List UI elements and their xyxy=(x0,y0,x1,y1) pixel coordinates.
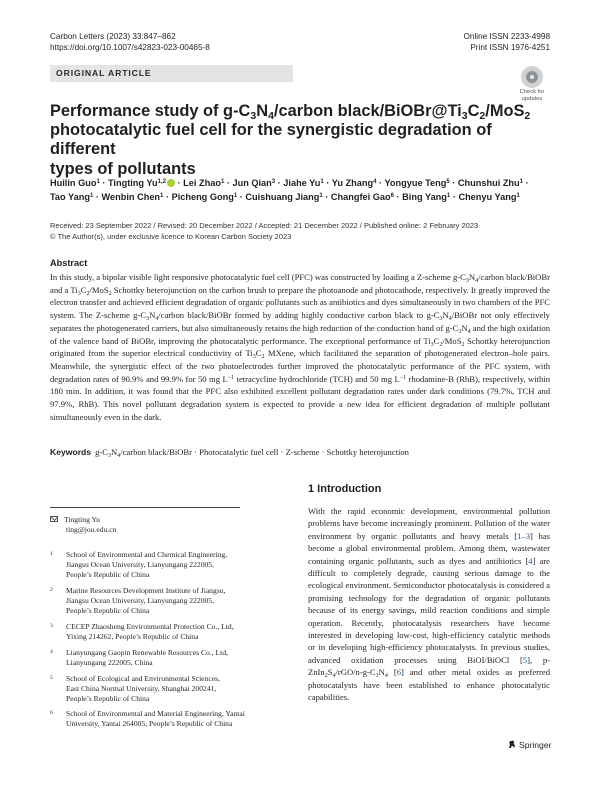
author-separator: · xyxy=(323,178,332,188)
author[interactable]: Changfei Gao$^6$ xyxy=(330,191,394,202)
author-separator: · xyxy=(224,178,233,188)
affiliation xyxy=(50,550,290,581)
author[interactable]: Chenyu Yang$^1$ xyxy=(458,191,520,202)
author-separator: · xyxy=(175,178,184,188)
footnote-rule xyxy=(50,507,240,508)
running-header-right xyxy=(350,31,550,53)
author-separator: · xyxy=(449,178,458,188)
affiliation-number: 1 xyxy=(50,551,53,557)
keywords-label: Keywords xyxy=(50,447,92,457)
article-type-banner: ORIGINAL ARTICLE xyxy=(50,65,293,82)
correspondence xyxy=(50,515,290,536)
affiliation-text: Lianyungang Gaopin Renewable Resources Co., Ltd, Lianyungang 222005, China xyxy=(66,648,228,668)
springer-horse-icon xyxy=(508,740,516,749)
author[interactable]: Cuishuang Jiang$^1$ xyxy=(245,191,323,202)
author[interactable]: Bing Yang$^1$ xyxy=(402,191,451,202)
author-separator: · xyxy=(322,191,331,202)
abstract-text: In this study, a bipolar visible light responsive photocatalytic fuel cell (PFC) was constructed by loading a Z-scheme $g-C_3N_4$/carbon black/BiOBr and a $Ti_3C_2/MoS_2$ Schottky heterojunction on the carbon brush to prepare the photoanode and photocathode, respectively. It greatly improved the electron transfer and achieved efficient degradation of organic pollutants such as antibiotics and dyes simultaneously in two chambers of the PFC system. The Z-scheme $g-C_3N_4$/carbon black/BiOBr formed by adding highly conductive carbon black to $g-C_3N_4$/BiOBr not only effectively separates the photogenerated carriers, but also simultaneously retains the high reduction of the conduction band of $g-C_3N_4$ and the high oxidation of the valence band of BiOBr, improving the photocatalytic performance. The exceptional performance of $Ti_3C_2/MoS_2$ Schottky heterojunction originated from the superior electrical conductivity of $Ti_3C_2$ MXene, which facilitated the separation of photogenerated electron–hole pairs. Meanwhile, the synergistic effect of the two photoelectrodes further improved the photocatalytic performance of the PFC system, with degradation rates of 90.9% and 99.9% for 50 mg $L^{-1}$ tetracycline hydrochloride (TCH) and 50 mg $L^{-1}$ rhodamine-B (RhB), respectively, within 180 min. In addition, it was found that the PFC also exhibited excellent pollutant degradation rates under dark conditions (79.7%, TCH and 97.9%, RhB). This novel pollutant degradation system is expected to provide a new idea for efficient degradation of multiple pollutant simultaneously even in the dark. xyxy=(50,272,551,422)
affiliation-text: School of Ecological and Environmental Sciences, East China Normal University, Shanghai 200241, People’s Republic of China xyxy=(66,674,220,704)
author-separator: · xyxy=(163,191,172,202)
abstract-heading: Abstract xyxy=(50,258,88,268)
title-line3: types of pollutants xyxy=(50,159,196,178)
affiliation-number: 6 xyxy=(50,710,53,716)
author-separator: · xyxy=(93,191,102,202)
keywords xyxy=(50,446,550,458)
author-separator: · xyxy=(393,191,403,202)
corresponding-author: Tingting Yu xyxy=(64,515,100,524)
affiliation-text: CECEP Zhaosheng Environmental Protection Co., Ltd, Yixing 214262, People’s Republic of China xyxy=(66,622,234,642)
author[interactable]: Lei Zhao$^1$ xyxy=(183,178,225,188)
check-updates-line1: Check for xyxy=(519,89,545,95)
affiliation-number: 5 xyxy=(50,675,53,681)
author-separator: · xyxy=(450,191,459,202)
affiliation xyxy=(50,586,290,617)
print-issn: Print ISSN 1976-4251 xyxy=(470,43,550,52)
author[interactable]: Tingting Yu$^{1,2}$ xyxy=(108,178,175,188)
title-line2: photocatalytic fuel cell for the synergistic degradation of different xyxy=(50,121,492,159)
author[interactable]: Huilin Guo$^1$ xyxy=(50,178,100,188)
history-dates: Received: 23 September 2022 / Revised: 20 December 2022 / Accepted: 21 December 2022 / Published online: 2 February 2023 xyxy=(50,221,479,230)
publication-dates xyxy=(50,221,550,242)
affiliation xyxy=(50,674,290,705)
affiliation-number: 3 xyxy=(50,623,53,629)
introduction-text: With the rapid economic development, environmental pollution problems have become increasingly prominent. Pollution of the water environment by organic pollutants and heavy metals [1–3] has become a global environmental problem. Among them, wastewater containing organic pollutants, such as dyes and antibiotics [4] are difficult to completely degrade, causing serious damage to the ecological environment. Semiconductor photocatalysis is considered a promising technology for the degradation of organic pollutants because of its energy savings, mild reaction conditions and simple operation. Recently, photocatalysis researchers have become interested in developing low-cost, high-efficiency catalytic methods or in developing high-efficiency photocatalysts. In previous studies, advanced oxidation processes using BiOI/BiOCl [5], $p-ZnIn_2S_4/rGO/n-g-C_3N_4$ [6] and other metal oxides as preferred photocatalysts have been established to enhance photocatalytic capabilities. xyxy=(308,506,550,703)
affiliation xyxy=(50,648,290,668)
doi-link[interactable]: https://doi.org/10.1007/s42823-023-00465-8 xyxy=(50,43,210,52)
online-issn: Online ISSN 2233-4998 xyxy=(463,32,550,41)
publisher-name: Springer xyxy=(519,740,552,750)
author[interactable]: Jun Qian$^3$ xyxy=(232,178,276,188)
affiliation-text: School of Environmental and Material Engineering, Yantai University, Yantai 264005, People’s Republic of China xyxy=(66,709,245,729)
author[interactable]: Tao Yang$^1$ xyxy=(50,191,94,202)
author-separator: · xyxy=(376,178,385,188)
affiliation-text: Marine Resources Development Institute of Jiangsu, Jiangsu Ocean University, Lianyungang 222005, People’s Republic of China xyxy=(66,586,226,616)
check-updates-icon xyxy=(521,66,543,88)
corresponding-email[interactable]: ting@jou.edu.cn xyxy=(66,525,117,535)
author[interactable]: Yongyue Teng$^5$ xyxy=(384,178,450,188)
publisher-logo xyxy=(508,740,551,750)
author[interactable]: Jiahe Yu$^1$ xyxy=(283,178,324,188)
title-line1: Performance study of $g-C_3N_4$/carbon black/$BiOBr@Ti_3C_2/MoS_2$ xyxy=(50,102,531,122)
author[interactable]: Picheng Gong$^1$ xyxy=(171,191,238,202)
keywords-list: $g-C_3N_4$/carbon black/BiOBr · Photocatalytic fuel cell · Z-scheme · Schottky heterojunction xyxy=(95,447,409,459)
affiliation xyxy=(50,622,290,642)
journal-citation: Carbon Letters (2023) 33:847–862 xyxy=(50,32,176,41)
article-title xyxy=(50,102,550,179)
check-for-updates-badge[interactable] xyxy=(515,66,549,106)
author-separator: · xyxy=(275,178,284,188)
check-updates-line2: updates xyxy=(521,95,543,102)
affiliation-number: 4 xyxy=(50,649,53,655)
affiliation-text: School of Environmental and Chemical Engineering, Jiangsu Ocean University, Lianyungang 222005, People’s Republic of China xyxy=(66,550,228,580)
affiliation-number: 2 xyxy=(50,587,53,593)
section-heading-introduction: 1 Introduction xyxy=(308,483,382,495)
affiliation xyxy=(50,709,290,729)
envelope-icon xyxy=(50,516,58,522)
author-separator: · xyxy=(237,191,246,202)
author[interactable]: Yu Zhang$^4$ xyxy=(331,178,377,188)
author[interactable]: Chunshui Zhu$^1$ xyxy=(457,178,523,188)
author-separator: · xyxy=(523,178,529,188)
orcid-icon[interactable] xyxy=(167,179,175,187)
author[interactable]: Wenbin Chen$^1$ xyxy=(101,191,164,202)
running-header-left xyxy=(50,31,210,53)
author-list xyxy=(50,177,550,205)
copyright-line: © The Author(s), under exclusive licence to Korean Carbon Society 2023 xyxy=(50,231,292,241)
author-separator: · xyxy=(99,178,108,188)
